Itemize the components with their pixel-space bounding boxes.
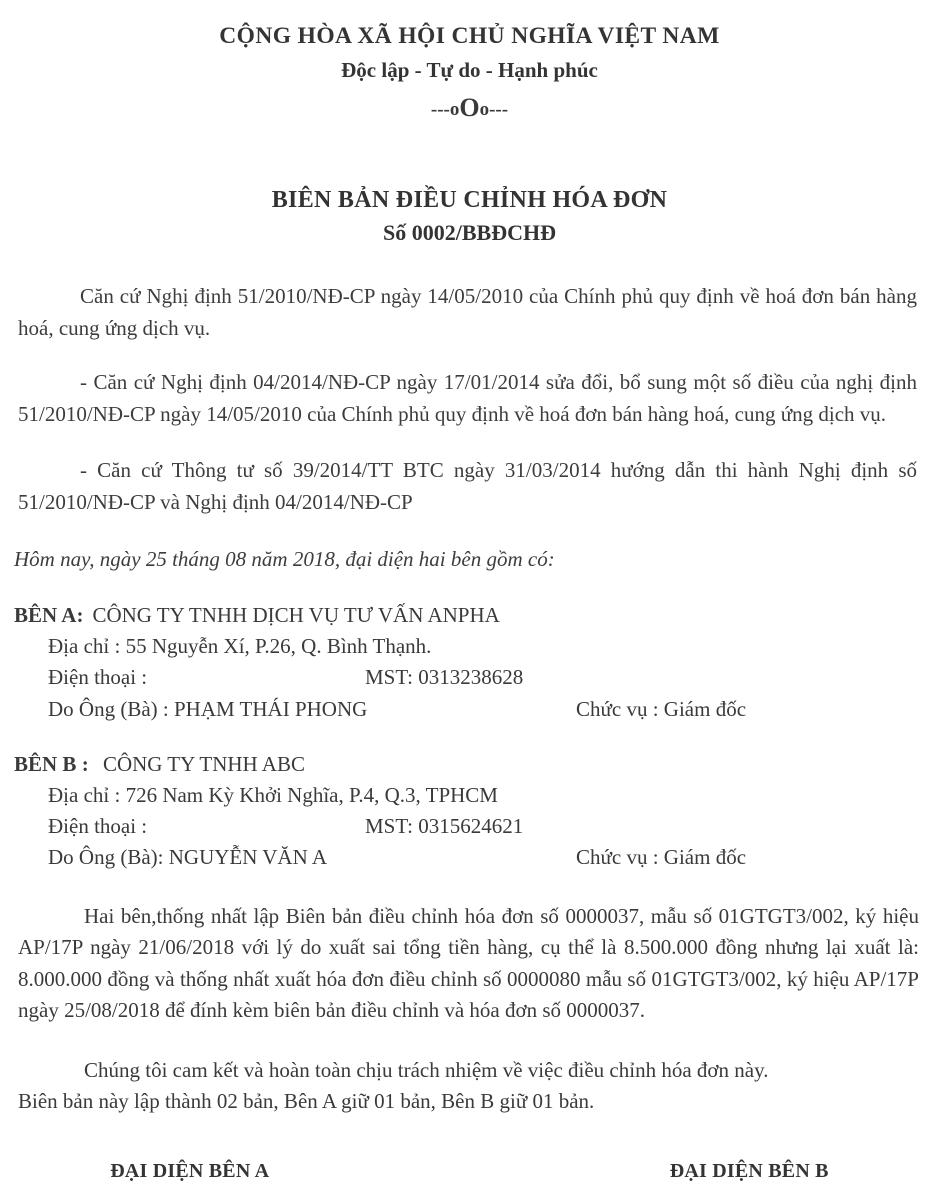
party-a-block <box>0 600 939 724</box>
national-heading <box>0 22 939 123</box>
party-b-role-value: Giám đốc <box>663 844 747 869</box>
party-a-tax-cell <box>365 662 523 693</box>
signature-title-party-a: ĐẠI DIỆN BÊN A <box>110 1160 270 1182</box>
party-b-label: BÊN B <box>14 751 77 776</box>
party-a-company-name: CÔNG TY TNHH DỊCH VỤ TƯ VẤN ANPHA <box>92 603 500 628</box>
party-a-role-cell <box>576 694 746 725</box>
country-name: CỘNG HÒA XÃ HỘI CHỦ NGHĨA VIỆT NAM <box>219 23 720 49</box>
meeting-date-line: Hôm nay, ngày 25 tháng 08 năm 2018, đại diện hai bên gồm có: <box>14 546 555 571</box>
legal-basis-section <box>0 281 939 518</box>
party-b-address-label: Địa chỉ : <box>48 782 121 807</box>
party-b-phone-label: Điện thoại : <box>48 813 148 838</box>
party-b-phone-row <box>48 811 939 842</box>
party-b-tax-value: 0315624621 <box>418 813 524 838</box>
party-a-address-label: Địa chỉ : <box>48 634 121 659</box>
legal-basis-paragraph-1: Căn cứ Nghị định 51/2010/NĐ-CP ngày 14/05/2010 của Chính phủ quy định về hoá đơn bán hàng hoá, cung ứng dịch vụ. <box>18 284 917 341</box>
party-b-address-value: 726 Nam Kỳ Khởi Nghĩa, P.4, Q.3, TPHCM <box>125 782 498 807</box>
commitment-section <box>18 1055 939 1118</box>
separator-right-dashes: o--- <box>479 98 509 120</box>
party-a-tax-value: 0313238628 <box>418 665 524 690</box>
party-a-address-row <box>48 631 939 662</box>
signature-row <box>0 1160 939 1183</box>
separator-center-o: O <box>459 92 480 122</box>
commitment-line-1: Chúng tôi cam kết và hoàn toàn chịu trách nhiệm về việc điều chỉnh hóa đơn này. <box>84 1057 769 1082</box>
national-motto: Độc lập - Tự do - Hạnh phúc <box>341 58 598 83</box>
party-a-representative-value: PHẠM THÁI PHONG <box>173 696 368 721</box>
party-b-tax-cell <box>365 811 523 842</box>
party-b-address-row <box>48 780 939 811</box>
party-a-role-value: Giám đốc <box>663 696 747 721</box>
party-b-header <box>14 749 939 780</box>
document-title-block <box>0 185 939 248</box>
party-b-block <box>0 749 939 873</box>
party-b-representative-label: Do Ông (Bà): <box>48 844 164 869</box>
party-b-representative-value: NGUYỄN VĂN A <box>168 844 328 869</box>
ornamental-separator <box>0 93 939 123</box>
party-b-tax-label: MST: <box>365 813 413 838</box>
party-a-representative-label: Do Ông (Bà) : <box>48 696 169 721</box>
legal-basis-paragraph-2: - Căn cứ Nghị định 04/2014/NĐ-CP ngày 17/01/2014 sửa đổi, bổ sung một số điều của nghị định 51/2010/NĐ-CP ngày 14/05/2010 của Chính phủ quy định về hoá đơn bán hàng hoá, cung ứng dịch vụ. <box>18 370 917 427</box>
page-title: BIÊN BẢN ĐIỀU CHỈNH HÓA ĐƠN <box>271 186 668 213</box>
party-b-role-label: Chức vụ : <box>576 844 659 869</box>
commitment-line-2: Biên bản này lập thành 02 bản, Bên A giữ 01 bản, Bên B giữ 01 bản. <box>18 1089 595 1114</box>
party-a-phone-label: Điện thoại : <box>48 665 148 690</box>
party-a-label: BÊN A <box>14 603 77 628</box>
party-b-role-cell <box>576 842 746 873</box>
party-a-tax-label: MST: <box>365 665 413 690</box>
party-a-address-value: 55 Nguyễn Xí, P.26, Q. Bình Thạnh. <box>125 634 432 659</box>
separator-left-dashes: ---o <box>430 98 460 120</box>
party-b-label-separator: : <box>81 751 89 776</box>
party-a-phone-row <box>48 662 939 693</box>
legal-basis-paragraph-3: - Căn cứ Thông tư số 39/2014/TT BTC ngày 31/03/2014 hướng dẫn thi hành Nghị định số 51/2010/NĐ-CP và Nghị định 04/2014/NĐ-CP <box>18 458 917 514</box>
party-b-representative-row <box>48 842 939 873</box>
party-a-role-label: Chức vụ : <box>576 696 659 721</box>
signature-title-party-b: ĐẠI DIỆN BÊN B <box>669 1160 829 1182</box>
party-a-header <box>14 600 939 631</box>
party-b-company-name: CÔNG TY TNHH ABC <box>102 751 305 776</box>
adjustment-details-paragraph: Hai bên,thống nhất lập Biên bản điều chỉnh hóa đơn số 0000037, mẫu số 01GTGT3/002, ký hiệu AP/17P ngày 21/06/2018 với lý do xuất sai tổng tiền hàng, cụ thể là 8.500.000 đồng nhưng lại xuất là: 8.000.000 đồng và thống nhất xuất hóa đơn điều chỉnh số 0000080 mẫu số 01GTGT3/002, ký hiệu AP/17P ngày 25/08/2018 để đính kèm biên bản điều chỉnh và hóa đơn số 0000037. <box>18 903 919 1023</box>
document-number: Số 0002/BBĐCHĐ <box>383 219 556 245</box>
party-a-label-separator: : <box>76 603 84 628</box>
party-a-representative-row <box>48 694 939 725</box>
